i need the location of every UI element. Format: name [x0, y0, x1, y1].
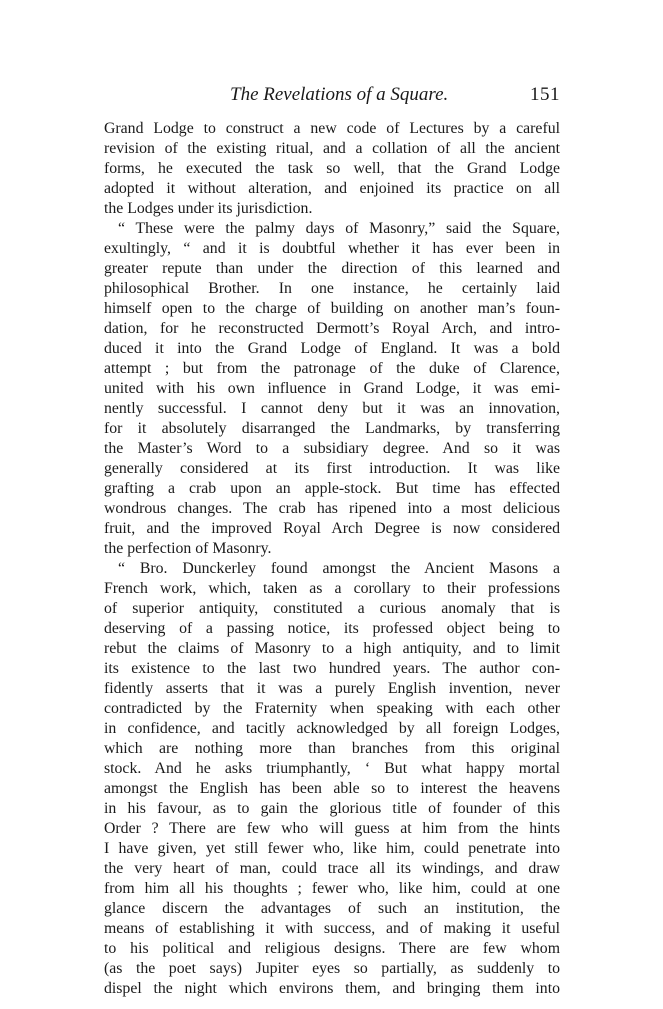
text-line: dispel the night which environs them, and bringing them into — [104, 980, 560, 997]
text-line: the Master’s Word to a subsidiary degree. And so it was — [104, 440, 560, 457]
text-line: the perfection of Masonry. — [104, 540, 272, 557]
running-title: The Revelations of a Square. — [230, 84, 449, 105]
text-line: rebut the claims of Masonry to a high antiquity, and to limit — [104, 640, 560, 657]
text-line: amongst the English has been able so to interest the heavens — [104, 780, 560, 797]
text-line: stock. And he asks triumphantly, ‘ But what happy mortal — [104, 760, 560, 777]
text-line: in confidence, and tacitly acknowledged by all foreign Lodges, — [104, 720, 560, 737]
text-line: exultingly, “ and it is doubtful whether it has ever been in — [104, 240, 560, 257]
text-line: “ Bro. Dunckerley found amongst the Ancient Masons a — [118, 560, 560, 577]
text-line: I have given, yet still fewer who, like him, could penetrate into — [104, 840, 560, 857]
page-number: 151 — [530, 84, 560, 105]
text-line: grafting a crab upon an apple-stock. But time has effected — [104, 480, 560, 497]
text-line: forms, he executed the task so well, that the Grand Lodge — [104, 160, 560, 177]
text-line: deserving of a passing notice, its professed object being to — [104, 620, 560, 637]
text-line: of superior antiquity, constituted a curious anomaly that is — [104, 600, 560, 617]
text-line: philosophical Brother. In one instance, he certainly laid — [104, 280, 560, 297]
text-line: glance discern the advantages of such an institution, the — [104, 900, 560, 917]
text-line: dation, for he reconstructed Dermott’s Royal Arch, and intro- — [104, 320, 560, 337]
text-line: Grand Lodge to construct a new code of Lectures by a careful — [104, 120, 560, 137]
text-line: the very heart of man, could trace all its windings, and draw — [104, 860, 560, 877]
text-line: himself open to the charge of building on another man’s foun- — [104, 300, 560, 317]
text-line: greater repute than under the direction of this learned and — [104, 260, 560, 277]
text-line: (as the poet says) Jupiter eyes so partially, as suddenly to — [104, 960, 560, 977]
text-line: which are nothing more than branches from this original — [104, 740, 560, 757]
text-line: united with his own influence in Grand Lodge, it was emi- — [104, 380, 560, 397]
text-line: “ These were the palmy days of Masonry,” said the Square, — [118, 220, 560, 237]
text-line: the Lodges under its jurisdiction. — [104, 200, 313, 217]
text-line: in his favour, as to gain the glorious title of founder of this — [104, 800, 560, 817]
text-line: fidently asserts that it was a purely English invention, never — [104, 680, 560, 697]
text-line: contradicted by the Fraternity when speaking with each other — [104, 700, 560, 717]
text-line: to his political and religious designs. There are few whom — [104, 940, 560, 957]
text-line: fruit, and the improved Royal Arch Degree is now considered — [104, 520, 560, 537]
text-line: attempt ; but from the patronage of the duke of Clarence, — [104, 360, 560, 377]
text-line: wondrous changes. The crab has ripened into a most delicious — [104, 500, 560, 517]
text-line: for it absolutely disarranged the Landmarks, by transferring — [104, 420, 560, 437]
text-line: nently successful. I cannot deny but it was an innovation, — [104, 400, 560, 417]
text-line: its existence to the last two hundred years. The author con- — [104, 660, 560, 677]
text-line: means of establishing it with success, and of making it useful — [104, 920, 560, 937]
text-line: duced it into the Grand Lodge of England. It was a bold — [104, 340, 560, 357]
text-line: generally considered at its first introduction. It was like — [104, 460, 560, 477]
body-text — [104, 119, 560, 999]
text-line: from him all his thoughts ; fewer who, like him, could at one — [104, 880, 560, 897]
text-line: revision of the existing ritual, and a collation of all the ancient — [104, 140, 560, 157]
text-line: French work, which, taken as a corollary to their professions — [104, 580, 560, 597]
text-line: Order ? There are few who will guess at him from the hints — [104, 820, 560, 837]
text-line: adopted it without alteration, and enjoined its practice on all — [104, 180, 560, 197]
running-head — [104, 84, 560, 108]
